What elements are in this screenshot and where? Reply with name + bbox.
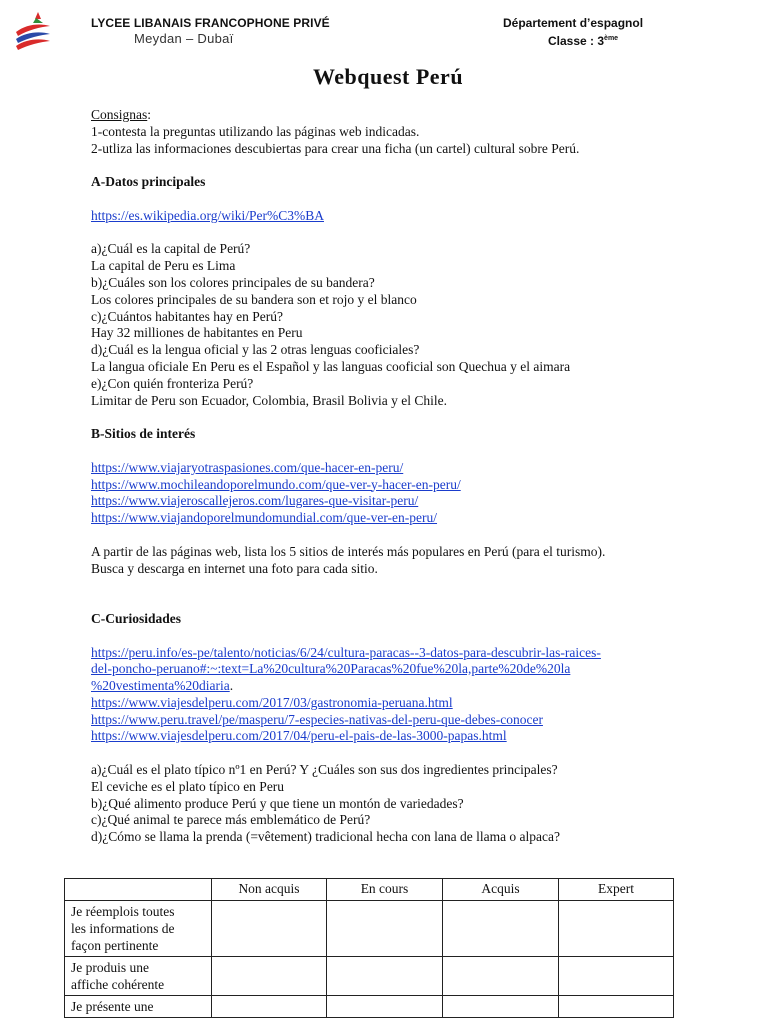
link-paracas[interactable]: https://peru.info/es-pe/talento/noticias/6/24/cultura-paracas--3-datos-para-descubrir-las-raices- (91, 644, 601, 660)
link-site[interactable]: https://www.viajesdelperu.com/2017/04/peru-el-pais-de-las-3000-papas.html (91, 728, 507, 744)
question-line: a)¿Cuál es el plato típico nº1 en Perú? Y ¿Cuáles son sus dos ingredientes principales? (91, 762, 558, 778)
section-c-heading: C-Curiosidades (91, 610, 182, 626)
document-body: Consignas: 1-contesta la preguntas utilizando las páginas web indicadas. 2-utliza las informaciones descubiertas para crear una ficha (un cartel) cultural sobre Perú. A-Datos principales https://es.wikipedia.org/wiki/Per%C3%BA a)¿Cuál es la capital de Perú? La capital de Peru es Lima b)¿Cuáles son los colores principales de su bandera? Los colores principales de su bandera son et rojo y el blanco c)¿Cuántos habitantes hay en Perú? Hay 32 milliones de habitantes en Peru d)¿Cuál es la lengua oficial y las 2 otras lenguas cooficiales? La langua oficiale En Peru es el Español y las languas cooficial son Quechua y el aimara e)¿Con quién fronteriza Perú? Limitar de Peru son Ecuador, Colombia, Brasil Bolivia y el Chile. B-Sitios de interés https://www.viajaryotraspasiones.com/que-hacer-en-peru/ https://www.mochileandoporelmundo.com/que-ver-y-hacer-en-peru/ https://www.viajeroscallejeros.com/lugares-que-visitar-peru/ https://www.viajandoporelmundomundial.com/que-ver-en-peru/ A partir de las páginas web, lista los 5 sitios de interés más populares en Perú (para el turismo). Busca y descarga en internet una foto para cada sitio. C-Curiosidades https://peru.info/es-pe/talento/noticias/6/24/cultura-paracas--3-datos-para-descubrir-las-raices- del-poncho-peruano#:~:text=La%20cultura%20Paracas%20fue%20la,parte%20de%20la %20vestimenta%20diaria. https://www.viajesdelperu.com/2017/03/gastronomia-peruana.html https://www.peru.travel/pe/masperu/7-especies-nativas-del-peru-que-debes-conocer https://www.viajesdelperu.com/2017/04/peru-el-pais-de-las-3000-papas.html a)¿Cuál es el plato típico nº1 en Perú? Y ¿Cuáles son sus dos ingredientes principales? El ceviche es el plato típico en Peru b)¿Qué alimento produce Perú y que tiene un montón de variedades? c)¿Qué animal te parece más emblemático de Perú? d)¿Cómo se llama la prenda (=vêtement) tradicional hecha con lana de llama o alpaca? (91, 107, 731, 846)
table-row (65, 996, 674, 1018)
criterion-cell: Je produis une affiche cohérente (65, 957, 212, 996)
question-line: a)¿Cuál es la capital de Perú? (91, 241, 251, 257)
table-header-row (65, 879, 674, 901)
criterion-cell: Je réemplois toutes les informations de façon pertinente (65, 901, 212, 957)
section-b-heading: B-Sitios de interés (91, 426, 196, 442)
grade-cell (559, 957, 674, 996)
answer-line: Hay 32 milliones de habitantes en Peru (91, 325, 303, 341)
link-paracas[interactable]: %20vestimenta%20diaria (91, 678, 230, 694)
task-line: Busca y descarga en internet una foto para cada sitio. (91, 560, 378, 576)
class-superscript: ème (604, 35, 619, 42)
table-header-cell: Acquis (443, 879, 559, 901)
link-site[interactable]: https://www.viajandoporelmundomundial.com/que-ver-en-peru/ (91, 510, 438, 526)
evaluation-rubric-table (64, 878, 674, 1018)
answer-line: La capital de Peru es Lima (91, 258, 236, 274)
section-a-heading: A-Datos principales (91, 174, 206, 190)
grade-cell (212, 957, 327, 996)
link-site[interactable]: https://www.viajeroscallejeros.com/lugares-que-visitar-peru/ (91, 493, 419, 509)
question-line: c)¿Qué animal te parece más emblemático de Perú? (91, 812, 371, 828)
link-site[interactable]: https://www.viajesdelperu.com/2017/03/gastronomia-peruana.html (91, 694, 453, 710)
link-site[interactable]: https://www.viajaryotraspasiones.com/que-hacer-en-peru/ (91, 459, 404, 475)
question-line: d)¿Cuál es la lengua oficial y las 2 otras lenguas cooficiales? (91, 342, 420, 358)
grade-cell (212, 996, 327, 1018)
instruction-line: 1-contesta la preguntas utilizando las páginas web indicadas. (91, 123, 420, 139)
grade-cell (559, 901, 674, 957)
question-line: b)¿Cuáles son los colores principales de su bandera? (91, 274, 375, 290)
instructions-label: Consignas: (91, 107, 152, 122)
question-line: b)¿Qué alimento produce Perú y que tiene un montón de variedades? (91, 795, 464, 811)
link-site[interactable]: https://www.mochileandoporelmundo.com/que-ver-y-hacer-en-peru/ (91, 476, 461, 492)
grade-cell (327, 957, 443, 996)
task-line: A partir de las páginas web, lista los 5 sitios de interés más populares en Perú (para el turismo). (91, 543, 606, 559)
school-city: Meydan – Dubaï (134, 31, 234, 46)
grade-cell (327, 996, 443, 1018)
grade-cell (443, 957, 559, 996)
table-header-cell: En cours (327, 879, 443, 901)
criterion-cell: Je présente une (65, 996, 212, 1018)
department-header (503, 16, 643, 49)
question-line: e)¿Con quién fronteriza Perú? (91, 375, 254, 391)
instruction-line: 2-utliza las informaciones descubiertas para crear una ficha (un cartel) cultural sobre Perú. (91, 140, 580, 156)
grade-cell (327, 901, 443, 957)
grade-cell (559, 996, 674, 1018)
grade-cell (212, 901, 327, 957)
answer-line: Los colores principales de su bandera son et rojo y el blanco (91, 291, 417, 307)
question-line: d)¿Cómo se llama la prenda (=vêtement) tradicional hecha con lana de llama o alpaca? (91, 829, 561, 845)
grade-cell (443, 901, 559, 957)
table-row (65, 957, 674, 996)
department-name: Département d’espagnol (503, 16, 644, 30)
table-header-cell (65, 879, 212, 901)
answer-line: Limitar de Peru son Ecuador, Colombia, Brasil Bolivia y el Chile. (91, 392, 448, 408)
grade-cell (443, 996, 559, 1018)
answer-line: El ceviche es el plato típico en Peru (91, 778, 285, 794)
table-header-cell: Non acquis (212, 879, 327, 901)
school-header (91, 16, 330, 46)
link-paracas[interactable]: del-poncho-peruano#:~:text=La%20cultura%20Paracas%20fue%20la,parte%20de%20la (91, 661, 571, 677)
table-row (65, 901, 674, 957)
question-line: c)¿Cuántos habitantes hay en Perú? (91, 308, 283, 324)
answer-line: La langua oficiale En Peru es el Español y las languas cooficial son Quechua y el aimara (91, 358, 571, 374)
school-logo-icon (12, 10, 52, 54)
link-site[interactable]: https://www.peru.travel/pe/masperu/7-especies-nativas-del-peru-que-debes-conocer (91, 711, 543, 727)
school-name: LYCEE LIBANAIS FRANCOPHONE PRIVÉ (91, 16, 330, 30)
page-title: Webquest Perú (312, 64, 464, 89)
link-wikipedia[interactable]: https://es.wikipedia.org/wiki/Per%C3%BA (91, 207, 324, 223)
table-header-cell: Expert (559, 879, 674, 901)
class-label: Classe : 3ème (548, 34, 619, 48)
